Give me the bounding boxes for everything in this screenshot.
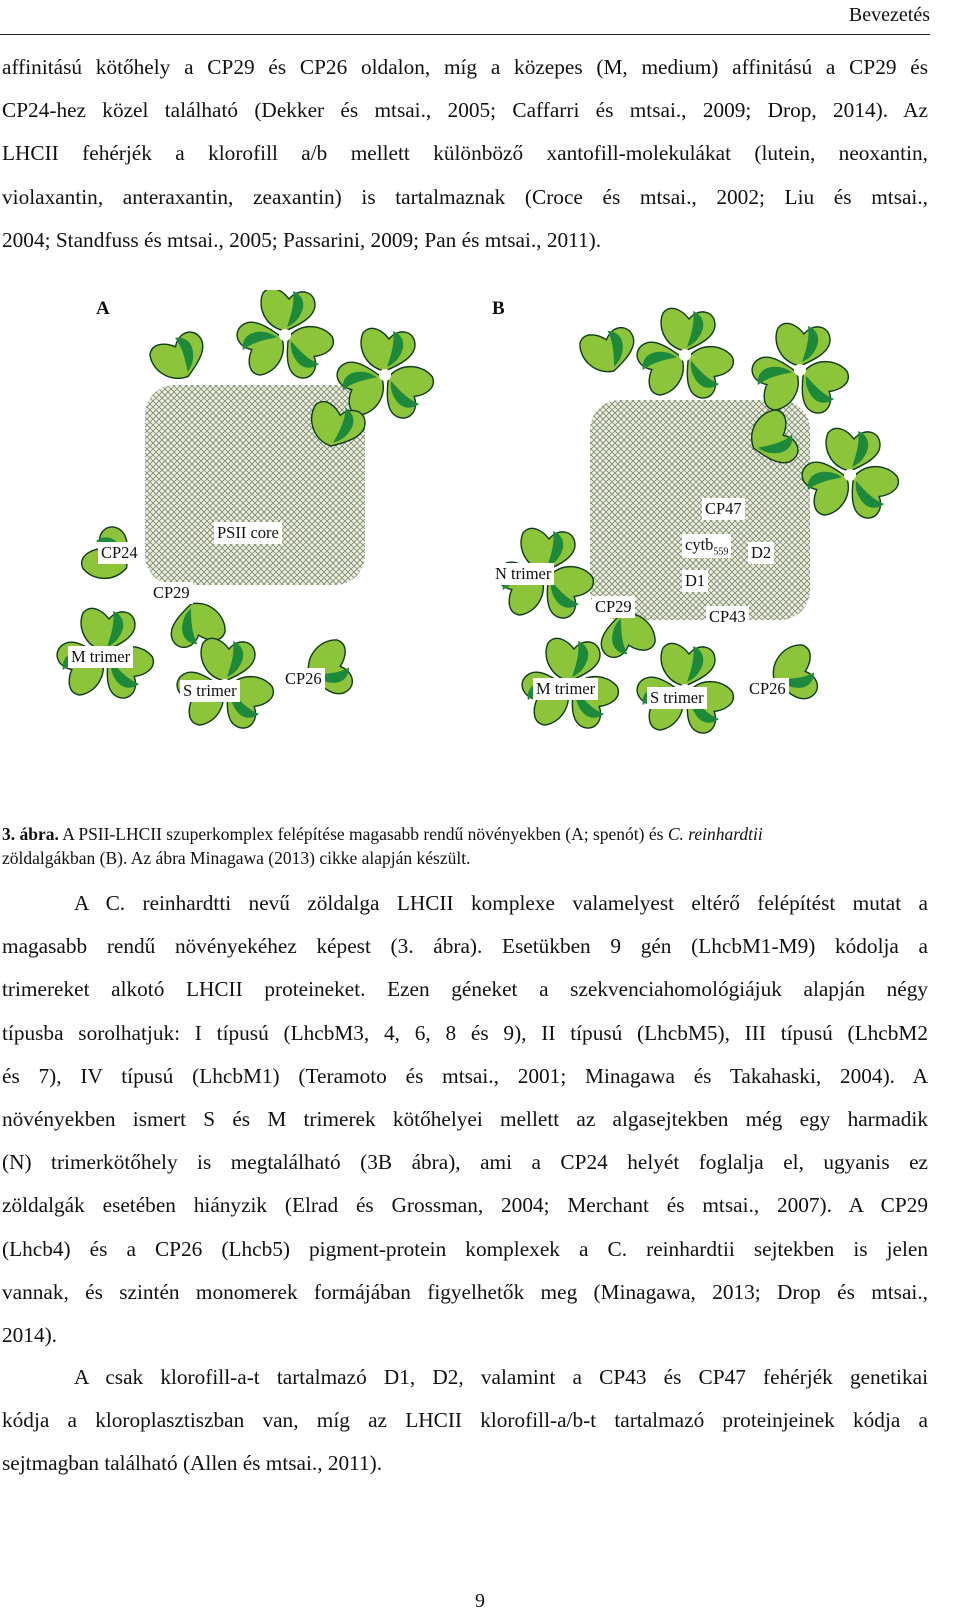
running-header: Bevezetés [848, 4, 930, 26]
panel-a-letter: A [96, 298, 110, 319]
paragraph-line: (N) trimerkötőhely is megtalálható (3B ábra), ami a CP24 helyét foglalja el, ugyanis ez [2, 1150, 928, 1175]
label-cytb559 [682, 534, 731, 558]
label-s-trimer-a: S trimer [180, 680, 240, 702]
caption-text-1: A PSII-LHCII szuperkomplex felépítése magasabb rendű növényekben (A; spenót) és [58, 824, 668, 844]
label-cp24: CP24 [98, 542, 141, 564]
paragraph-line: és 7), IV típusú (LhcbM1) (Teramoto és mtsai., 2001; Minagawa és Takahaski, 2004). A [2, 1063, 928, 1088]
paragraph-line: A csak klorofill-a-t tartalmazó D1, D2, valamint a CP43 és CP47 fehérjék genetikai [74, 1365, 928, 1389]
lhcii-monomer-b-1 [577, 321, 642, 380]
label-s-trimer-b: S trimer [647, 687, 707, 709]
label-d1: D1 [682, 570, 708, 592]
paragraph-line: zöldalgák esetében hiányzik (Elrad és Grossman, 2004; Merchant és mtsai., 2007). A CP29 [2, 1193, 928, 1218]
label-m-trimer-b: M trimer [533, 678, 598, 700]
label-d2: D2 [748, 542, 774, 564]
caption-text-2: zöldalgákban (B). Az ábra Minagawa (2013) cikke alapján készült. [2, 848, 471, 868]
figure-3 [30, 290, 930, 770]
paragraph-line: trimereket alkotó LHCII proteineket. Ezen géneket a szekvenciahomológiájuk alapján négy [2, 977, 928, 1002]
paragraph-line: A C. reinhardtti nevű zöldalga LHCII komplexe valamelyest eltérő felépítést mutat a [74, 891, 928, 915]
label-n-trimer: N trimer [492, 563, 554, 585]
lhcii-monomer-a-1 [146, 325, 214, 389]
label-cp26-a: CP26 [282, 668, 325, 690]
caption-species: C. reinhardtii [667, 824, 763, 844]
paragraph-line: sejtmagban található (Allen és mtsai., 2011). [2, 1451, 383, 1476]
paragraph-line: LHCII fehérjék a klorofill a/b mellett különböző xantofill-molekulákat (lutein, neoxantin, [2, 141, 928, 166]
figure-caption [2, 822, 928, 870]
label-m-trimer-a: M trimer [68, 646, 133, 668]
page-number: 9 [475, 1590, 485, 1612]
cytb-text: cytb [685, 535, 714, 554]
label-cp29-a: CP29 [150, 582, 193, 604]
cytb-subscript: 559 [713, 546, 729, 558]
paragraph-line: vannak, és szintén monomerek formájában figyelhetők meg (Minagawa, 2013; Drop és mtsai., [2, 1279, 928, 1304]
label-cp47: CP47 [702, 498, 745, 520]
paragraph-line: (Lhcb4) és a CP26 (Lhcb5) pigment-protein komplexek a C. reinhardtii sejtekben is jelen [2, 1236, 928, 1261]
paragraph-line: magasabb rendű növényekéhez képest (3. ábra). Esetükben 9 gén (LhcbM1-M9) kódolja a [2, 934, 928, 959]
paragraph-1 [2, 46, 928, 262]
label-psii-core: PSII core [214, 522, 282, 544]
paragraph-line: violaxantin, anteraxantin, zeaxantin) is tartalmaznak (Croce és mtsai., 2002; Liu és mtsai., [2, 184, 928, 209]
label-cp26-b: CP26 [746, 678, 789, 700]
paragraph-2 [2, 882, 928, 1357]
paragraph-line: növényekben ismert S és M trimerek kötőhelyei mellett az algasejtekben még egy harmadik [2, 1107, 928, 1132]
paragraph-line: 2004; Standfuss és mtsai., 2005; Passarini, 2009; Pan és mtsai., 2011). [2, 227, 602, 252]
paragraph-line: affinitású kötőhely a CP29 és CP26 oldalon, míg a közepes (M, medium) affinitású a CP29 és [2, 55, 928, 79]
paragraph-3 [2, 1356, 928, 1486]
lhcii-trimer-b-far-right [795, 428, 903, 524]
header-rule [0, 34, 930, 35]
paragraph-line: CP24-hez közel található (Dekker és mtsai., 2005; Caffarri és mtsai., 2009; Drop, 2014). Az [2, 98, 928, 123]
paragraph-line: 2014). [2, 1323, 58, 1348]
caption-number: 3. ábra. [2, 824, 59, 844]
paragraph-line: típusba sorolhatjuk: I típusú (LhcbM3, 4, 6, 8 és 9), II típusú (LhcbM5), III típusú (LhcbM2 [2, 1020, 928, 1045]
paragraph-line: kódja a kloroplasztiszban van, míg az LHCII klorofill-a/b-t tartalmazó proteinjeinek kódja a [2, 1408, 928, 1433]
panel-b-letter: B [492, 298, 505, 319]
label-cp43: CP43 [706, 606, 749, 628]
lhcii-trimer-a-top [230, 290, 338, 384]
lhcii-trimer-b-top [630, 308, 738, 404]
figure-3-illustration [30, 290, 930, 770]
label-cp29-b: CP29 [592, 596, 635, 618]
